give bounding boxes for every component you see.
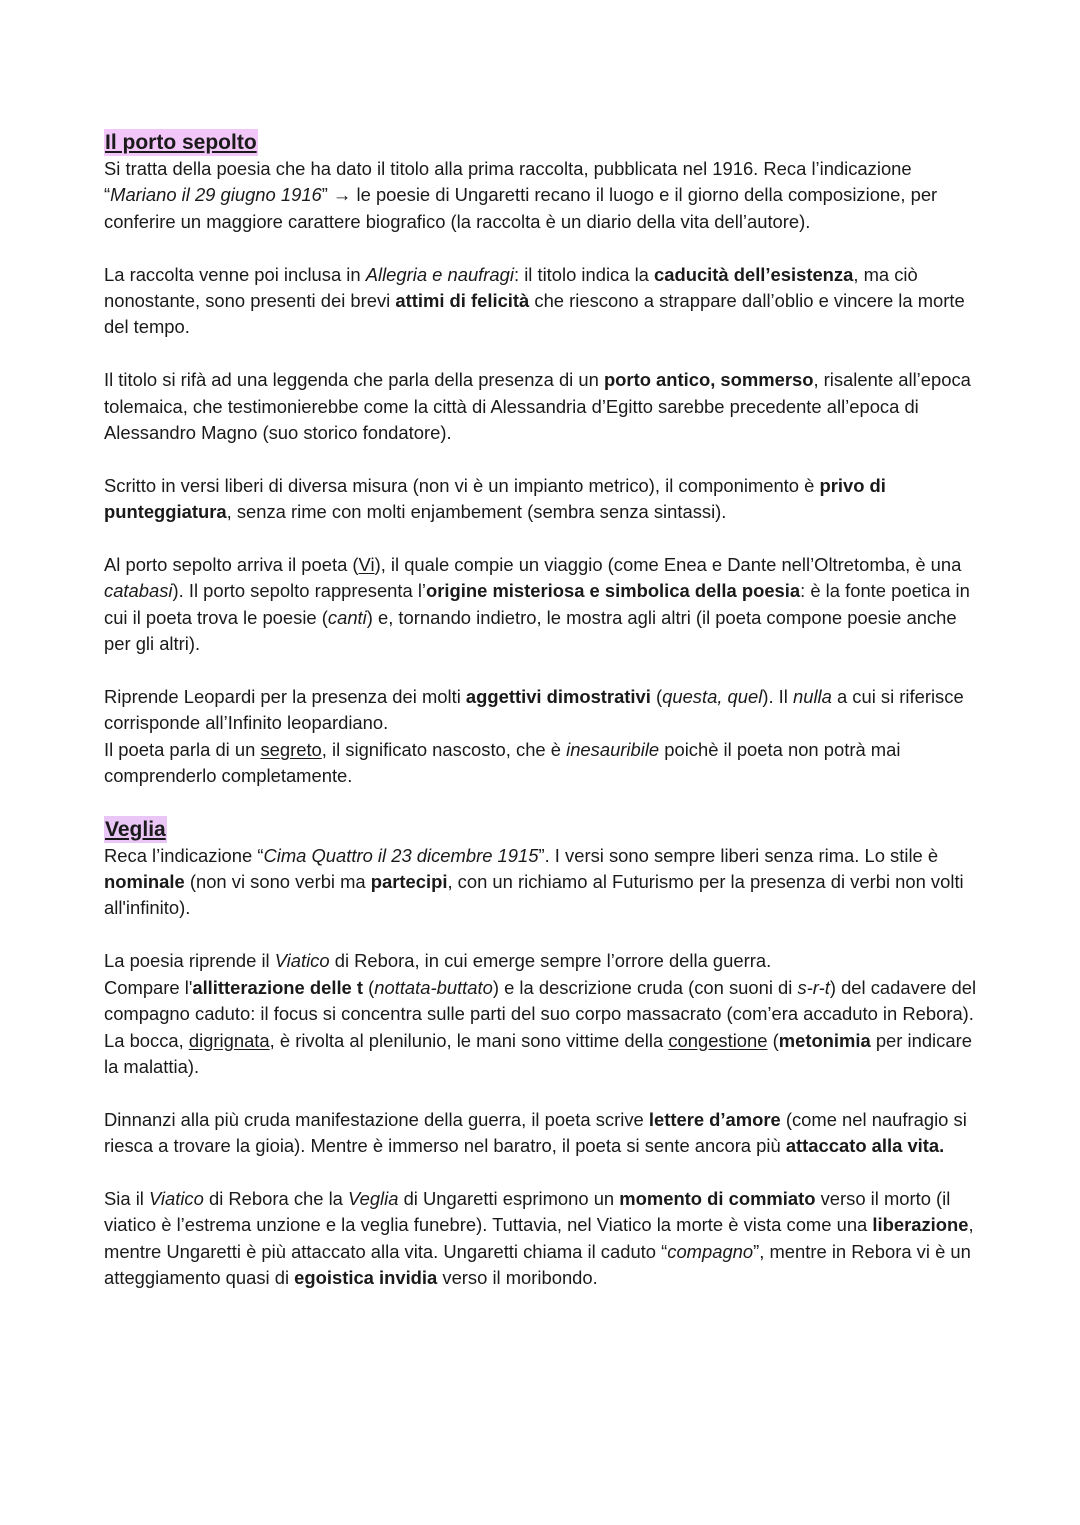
- section-veglia: [104, 816, 985, 1292]
- text-run: , mentre Ungaretti è più attaccato alla vita. Ungaretti chiama il caduto “: [104, 1214, 974, 1262]
- italic-text: nottata-buttato: [374, 976, 493, 998]
- paragraph: [104, 843, 985, 922]
- italic-text: inesauribile: [566, 738, 660, 760]
- text-run: , è rivolta al plenilunio, le mani sono vittime della: [269, 1029, 669, 1051]
- text-run: Compare l': [104, 976, 193, 998]
- underlined-text: congestione: [668, 1029, 768, 1051]
- section-body: [104, 843, 985, 1292]
- text-run: , con un richiamo al Futurismo per la presenza di verbi non volti all'infinito).: [104, 871, 964, 919]
- italic-text: compagno: [667, 1240, 754, 1262]
- underlined-text: segreto: [260, 738, 322, 760]
- text-run: , il significato nascosto, che è: [321, 738, 567, 760]
- text-run: Reca l’indicazione “: [104, 844, 264, 866]
- text-run: verso il morto (il viatico è l’estrema unzione e la veglia funebre). Tuttavia, nel Viatico la morte è vista come una: [104, 1187, 951, 1236]
- text-run: , senza rime con molti enjambement (sembra senza sintassi).: [226, 501, 727, 523]
- bold-text: nominale: [104, 871, 185, 893]
- text-run: Sia il: [104, 1187, 149, 1209]
- bold-text: origine misteriosa e simbolica della poesia: [426, 580, 801, 602]
- text-run: ), il quale compie un viaggio (come Enea e Dante nell’Oltretomba, è una: [374, 554, 962, 576]
- italic-text: nulla: [792, 686, 832, 708]
- text-run: (come nel naufragio si riesca a trovare la gioia). Mentre è immerso nel baratro, il poeta si sente ancora più: [104, 1108, 967, 1157]
- italic-text: Viatico: [274, 950, 330, 972]
- text-run: (non vi sono verbi ma: [184, 871, 371, 893]
- section-body: [104, 156, 985, 790]
- text-run: a cui si riferisce corrisponde all’Infinito leopardiano.: [104, 686, 964, 734]
- bold-text: porto antico, sommerso: [603, 369, 814, 391]
- bold-text: aggettivi dimostrativi: [465, 686, 651, 708]
- paragraph: [104, 473, 985, 526]
- paragraph: [104, 552, 985, 658]
- bold-text: caducità dell’esistenza: [654, 263, 854, 285]
- bold-text: metonimia: [778, 1029, 871, 1051]
- italic-text: s-r-t: [797, 976, 830, 998]
- paragraph: [104, 1107, 985, 1160]
- text-run: Il poeta parla di un: [104, 738, 261, 760]
- italic-text: Veglia: [348, 1187, 399, 1209]
- bold-text: attaccato alla vita.: [785, 1135, 945, 1157]
- text-run: ). Il porto sepolto rappresenta l’: [172, 580, 427, 602]
- bold-text: momento di commiato: [619, 1187, 816, 1209]
- text-run: , ma ciò nonostante, sono presenti dei brevi: [104, 263, 918, 312]
- italic-text: Mariano il 29 giugno 1916: [110, 184, 322, 206]
- text-run: ) del cadavere del compagno caduto: il focus si concentra sulle parti del suo corpo massacrato (com’era accaduto in Rebora).: [104, 976, 977, 1025]
- text-run: Il titolo si rifà ad una leggenda che parla della presenza di un: [104, 369, 604, 391]
- text-run: ”, mentre in Rebora vi è un atteggiamento quasi di: [104, 1240, 971, 1289]
- italic-text: Allegria e naufragi: [365, 263, 514, 285]
- underlined-text: digrignata: [188, 1029, 270, 1051]
- section-il-porto-sepolto: [104, 129, 985, 790]
- text-run: ”. I versi sono sempre liberi senza rima. Lo stile è: [538, 844, 939, 866]
- text-run: La poesia riprende il: [104, 950, 275, 972]
- text-run: per indicare la malattia).: [104, 1029, 972, 1077]
- paragraph: [104, 262, 985, 341]
- text-run: (: [767, 1029, 779, 1051]
- text-run: : è la fonte poetica in cui il poeta trova le poesie (: [104, 580, 970, 628]
- paragraph: [104, 367, 985, 446]
- text-run: (: [363, 976, 375, 998]
- paragraph: [104, 1186, 985, 1292]
- bold-text: allitterazione delle t: [192, 976, 364, 998]
- italic-text: questa, quel: [662, 686, 763, 708]
- bold-text: privo di punteggiatura: [104, 474, 886, 523]
- paragraph: [104, 1028, 985, 1081]
- text-run: : il titolo indica la: [513, 263, 655, 285]
- text-run: Scritto in versi liberi di diversa misura (non vi è un impianto metrico), il componimento è: [104, 474, 820, 496]
- text-run: ) e la descrizione cruda (con suoni di: [492, 976, 798, 998]
- paragraph: [104, 975, 985, 1028]
- text-run: ” → le poesie di Ungaretti recano il luogo e il giorno della composizione, per conferire un maggiore carattere biografico (la raccolta è un diario della vita dell’autore).: [104, 184, 938, 232]
- text-run: poichè il poeta non potrà mai comprenderlo completamente.: [104, 738, 901, 787]
- text-run: , risalente all’epoca tolemaica, che testimonierebbe come la città di Alessandria d’Egitto sarebbe precedente all’epoca di Alessandro Magno (suo storico fondatore).: [104, 369, 971, 444]
- bold-text: attimi di felicità: [395, 290, 530, 312]
- section-heading: Il porto sepolto: [105, 131, 257, 154]
- paragraph: [104, 737, 985, 790]
- text-run: Al porto sepolto arriva il poeta (: [104, 554, 359, 576]
- paragraph: [104, 684, 985, 737]
- text-run: La raccolta venne poi inclusa in: [104, 263, 366, 285]
- paragraph: [104, 156, 985, 235]
- text-run: (: [650, 686, 663, 708]
- bold-text: liberazione: [872, 1214, 969, 1236]
- underlined-text: Vi: [358, 554, 375, 576]
- text-run: verso il moribondo.: [437, 1267, 598, 1289]
- text-run: La bocca,: [104, 1029, 189, 1051]
- text-run: ). Il: [762, 686, 793, 708]
- text-run: di Rebora, in cui emerge sempre l’orrore della guerra.: [329, 950, 772, 972]
- text-run: di Ungaretti esprimono un: [398, 1187, 620, 1209]
- italic-text: catabasi: [104, 580, 173, 602]
- paragraph: [104, 948, 985, 974]
- text-run: che riescono a strappare dall’oblio e vincere la morte del tempo.: [104, 290, 965, 338]
- section-heading: Veglia: [105, 817, 166, 841]
- italic-text: Cima Quattro il 23 dicembre 1915: [263, 844, 539, 866]
- text-run: ) e, tornando indietro, le mostra agli altri (il poeta compone poesie anche per gli altri).: [104, 606, 957, 655]
- text-run: Riprende Leopardi per la presenza dei molti: [104, 686, 466, 708]
- bold-text: egoistica invidia: [294, 1267, 438, 1289]
- text-run: Dinnanzi alla più cruda manifestazione della guerra, il poeta scrive: [104, 1108, 649, 1130]
- italic-text: canti: [327, 606, 367, 628]
- bold-text: partecipi: [370, 871, 448, 893]
- text-run: di Rebora che la: [203, 1187, 349, 1209]
- italic-text: Viatico: [148, 1187, 204, 1209]
- bold-text: lettere d’amore: [648, 1108, 781, 1130]
- text-run: Si tratta della poesia che ha dato il titolo alla prima raccolta, pubblicata nel 1916. Reca l’indicazione “: [104, 158, 912, 206]
